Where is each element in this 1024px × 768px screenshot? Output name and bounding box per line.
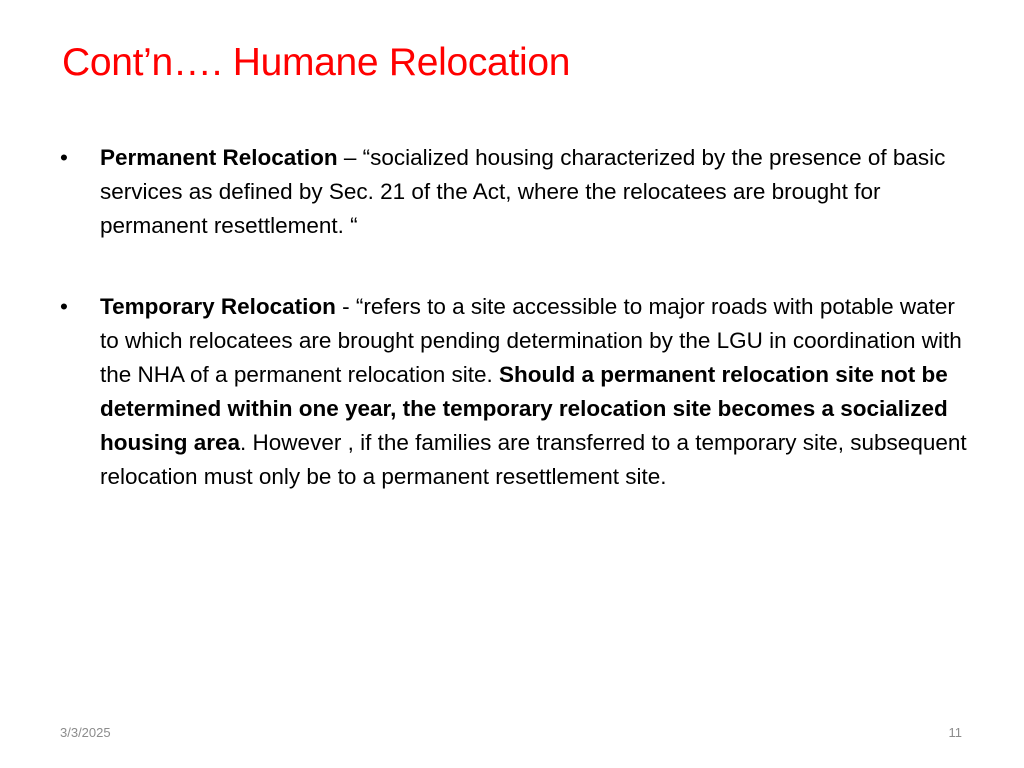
footer-date: 3/3/2025	[60, 725, 111, 740]
slide-number: 11	[948, 725, 962, 740]
bullet-permanent-relocation	[60, 141, 970, 243]
bullet-emphasis: Should a permanent relocation site not be determined within one year, the temporary relocation site becomes a socialized housing area	[100, 362, 948, 455]
bullet-marker: •	[60, 294, 68, 319]
bullet-term: Temporary Relocation	[100, 294, 336, 319]
bullet-text: - “refers to a site accessible to major roads with potable water to which relocatees are brought pending determination by the LGU in coordination with the NHA of a permanent relocation site.	[100, 294, 962, 387]
bullet-tail: . However , if the families are transferred to a temporary site, subsequent relocation must only be to a permanent resettlement site.	[100, 430, 967, 489]
bullet-term: Permanent Relocation	[100, 145, 338, 170]
bullet-list	[60, 141, 970, 494]
slide-title: Cont’n…. Humane Relocation	[62, 41, 571, 84]
bullet-temporary-relocation	[60, 290, 970, 494]
bullet-marker: •	[60, 145, 68, 170]
bullet-text: – “socialized housing characterized by the presence of basic services as defined by Sec. 21 of the Act, where the relocatees are brought for permanent resettlement. “	[100, 145, 946, 238]
